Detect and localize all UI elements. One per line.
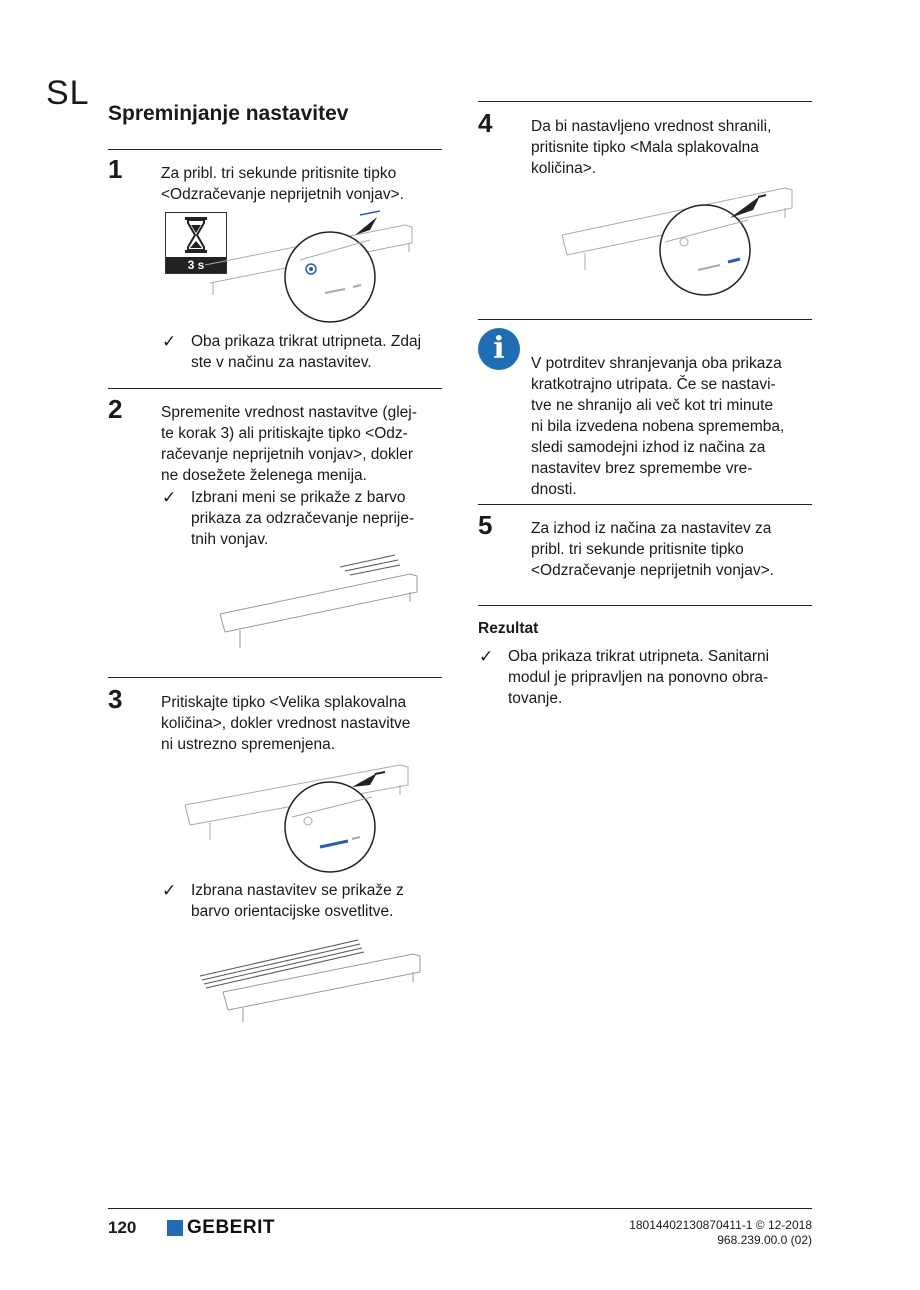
flush-plate-zoom-illustration <box>165 205 425 325</box>
duration-label: 3 s <box>166 257 226 273</box>
document-reference <box>629 1218 812 1248</box>
step-1-result: Oba prikaza trikrat utripneta. Zdaj ste v načinu za nastavitev. <box>191 333 422 371</box>
step-number: 5 <box>478 510 493 540</box>
flush-plate-zoom-illustration <box>560 180 810 300</box>
result-text: Oba prikaza trikrat utripneta. Sanitarni modul je pripravljen na ponovno obra- tovanje. <box>508 648 770 707</box>
page-number: 120 <box>108 1218 137 1237</box>
step-2-text: Spremenite vrednost nastavitve (glej- te korak 3) ali pritiskajte tipko <Odz- račevanje neprijetnih vonjav>, dokler ne dosežete želenega menija. <box>161 404 417 484</box>
step-1-text: Za pribl. tri sekunde pritisnite tipko <Odzračevanje neprijetnih vonjav>. <box>161 165 404 203</box>
language-code: SL <box>46 74 90 112</box>
step-3-result: Izbrana nastavitev se prikaže z barvo orientacijske osvetlitve. <box>191 882 404 920</box>
document-number: 18014402130870411-1 © 12-2018 <box>629 1218 812 1232</box>
step-number: 2 <box>108 394 123 424</box>
step-3-text: Pritiskajte tipko <Velika splakovalna količina>, dokler vrednost nastavitve ni ustrezno spremenjena. <box>161 694 411 753</box>
info-text: V potrditev shranjevanja oba prikaza kratkotrajno utripata. Če se nastavi- tve ne shranijo ali več kot tri minute ni bila izvedena nobena sprememba, sledi samodejni izhod iz načina za nastavitev brez spremembe vre- dnosti. <box>531 355 785 498</box>
page-title: Spreminjanje nastavitev <box>108 102 349 125</box>
logo-square-icon <box>167 1220 183 1236</box>
divider <box>108 388 442 389</box>
result-heading: Rezultat <box>478 620 539 637</box>
flush-plate-illustration <box>210 552 430 652</box>
flush-plate-zoom-illustration <box>180 755 420 875</box>
divider <box>108 677 442 678</box>
brand-name: GEBERIT <box>187 1217 275 1238</box>
check-icon: ✓ <box>479 647 494 666</box>
divider <box>478 319 812 320</box>
step-5-text: Za izhod iz načina za nastavitev za pribl. tri sekunde pritisnite tipko <Odzračevanje neprijetnih vonjav>. <box>531 520 774 579</box>
divider <box>478 504 812 505</box>
check-icon: ✓ <box>162 881 177 900</box>
check-icon: ✓ <box>162 332 177 351</box>
divider <box>478 605 812 606</box>
step-4-text: Da bi nastavljeno vrednost shranili, pritisnite tipko <Mala splakovalna količina>. <box>531 118 772 177</box>
step-number: 3 <box>108 684 123 714</box>
document-code: 968.239.00.0 (02) <box>717 1233 812 1247</box>
divider <box>478 101 812 102</box>
divider <box>108 149 442 150</box>
step-2-result: Izbrani meni se prikaže z barvo prikaza za odzračevanje neprije- tnih vonjav. <box>191 489 415 548</box>
step-number: 4 <box>478 108 493 138</box>
info-icon: i <box>478 328 520 370</box>
flush-plate-illustration <box>198 932 428 1022</box>
footer-divider <box>108 1208 812 1209</box>
brand-logo <box>167 1217 275 1239</box>
step-number: 1 <box>108 154 123 184</box>
check-icon: ✓ <box>162 488 177 507</box>
